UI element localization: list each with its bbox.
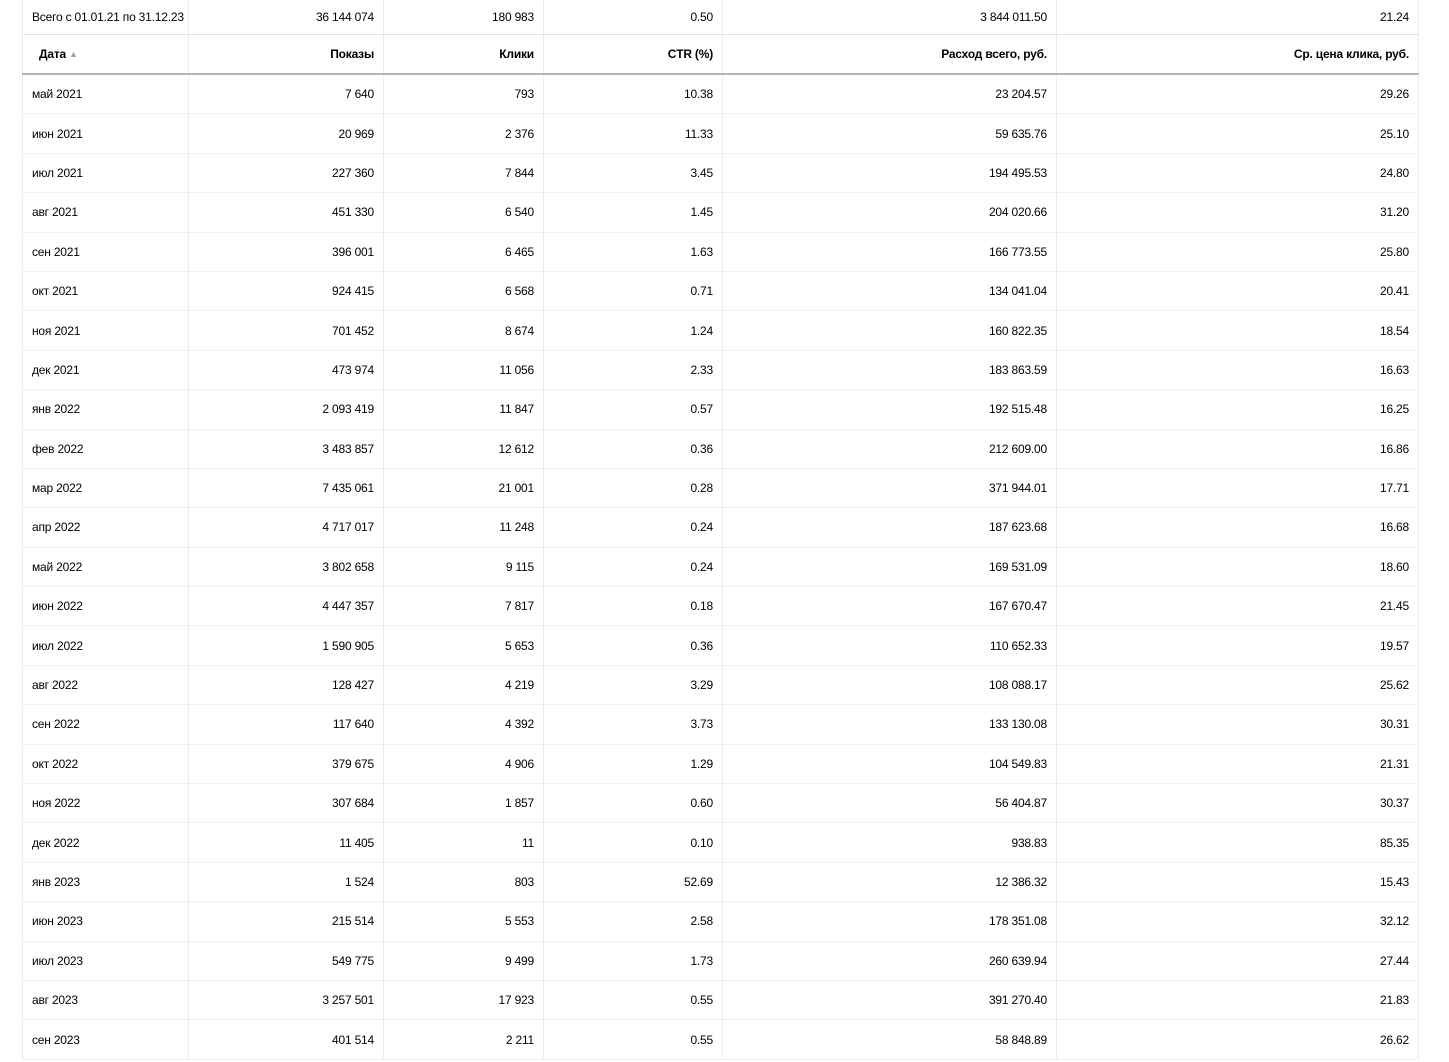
cell-ctr: 52.69 — [544, 862, 723, 901]
totals-spend: 3 844 011.50 — [723, 0, 1057, 35]
cell-shows: 4 447 357 — [189, 587, 384, 626]
cell-spend: 260 639.94 — [723, 941, 1057, 980]
cell-clicks: 6 540 — [384, 193, 544, 232]
cell-date: фев 2022 — [23, 429, 189, 468]
cell-spend: 23 204.57 — [723, 74, 1057, 114]
cell-shows: 3 802 658 — [189, 547, 384, 586]
cell-date: май 2021 — [23, 74, 189, 114]
cell-spend: 167 670.47 — [723, 587, 1057, 626]
column-header-date[interactable] — [23, 35, 189, 75]
cell-ctr: 2.58 — [544, 902, 723, 941]
cell-spend: 104 549.83 — [723, 744, 1057, 783]
cell-spend: 204 020.66 — [723, 193, 1057, 232]
cell-date: окт 2022 — [23, 744, 189, 783]
cell-cpc: 25.10 — [1057, 114, 1419, 153]
cell-shows: 307 684 — [189, 784, 384, 823]
cell-cpc: 24.80 — [1057, 153, 1419, 192]
cell-cpc: 17.71 — [1057, 468, 1419, 507]
cell-ctr: 0.24 — [544, 508, 723, 547]
cell-clicks: 803 — [384, 862, 544, 901]
cell-shows: 1 524 — [189, 862, 384, 901]
cell-ctr: 3.29 — [544, 665, 723, 704]
cell-spend: 56 404.87 — [723, 784, 1057, 823]
cell-clicks: 4 906 — [384, 744, 544, 783]
cell-date: май 2022 — [23, 547, 189, 586]
cell-date: авг 2023 — [23, 980, 189, 1019]
cell-cpc: 19.57 — [1057, 626, 1419, 665]
column-header-row — [23, 35, 1419, 75]
cell-cpc: 25.80 — [1057, 232, 1419, 271]
cell-cpc: 16.68 — [1057, 508, 1419, 547]
cell-shows: 11 405 — [189, 823, 384, 862]
cell-ctr: 0.18 — [544, 587, 723, 626]
cell-cpc: 21.45 — [1057, 587, 1419, 626]
cell-cpc: 21.31 — [1057, 744, 1419, 783]
cell-shows: 7 435 061 — [189, 468, 384, 507]
cell-spend: 194 495.53 — [723, 153, 1057, 192]
cell-shows: 473 974 — [189, 350, 384, 389]
column-header-ctr[interactable]: CTR (%) — [544, 35, 723, 75]
cell-date: июл 2022 — [23, 626, 189, 665]
cell-spend: 12 386.32 — [723, 862, 1057, 901]
cell-spend: 169 531.09 — [723, 547, 1057, 586]
cell-spend: 59 635.76 — [723, 114, 1057, 153]
cell-clicks: 9 115 — [384, 547, 544, 586]
column-header-cpc[interactable]: Ср. цена клика, руб. — [1057, 35, 1419, 75]
cell-shows: 2 093 419 — [189, 390, 384, 429]
cell-clicks: 6 465 — [384, 232, 544, 271]
cell-ctr: 1.73 — [544, 941, 723, 980]
totals-ctr: 0.50 — [544, 0, 723, 35]
table-row — [23, 350, 1419, 389]
stats-table-container — [22, 0, 1418, 1060]
table-row — [23, 508, 1419, 547]
cell-date: июл 2023 — [23, 941, 189, 980]
cell-date: ноя 2021 — [23, 311, 189, 350]
cell-ctr: 0.71 — [544, 271, 723, 310]
cell-spend: 178 351.08 — [723, 902, 1057, 941]
cell-clicks: 2 376 — [384, 114, 544, 153]
cell-shows: 3 257 501 — [189, 980, 384, 1019]
cell-shows: 396 001 — [189, 232, 384, 271]
cell-cpc: 25.62 — [1057, 665, 1419, 704]
table-row — [23, 114, 1419, 153]
cell-spend: 212 609.00 — [723, 429, 1057, 468]
table-row — [23, 941, 1419, 980]
cell-spend: 192 515.48 — [723, 390, 1057, 429]
table-row — [23, 862, 1419, 901]
cell-clicks: 21 001 — [384, 468, 544, 507]
table-row — [23, 311, 1419, 350]
cell-ctr: 0.36 — [544, 429, 723, 468]
sort-ascending-icon[interactable]: ▲ — [68, 49, 78, 59]
cell-date: июн 2023 — [23, 902, 189, 941]
cell-clicks: 11 847 — [384, 390, 544, 429]
cell-date: ноя 2022 — [23, 784, 189, 823]
cell-shows: 117 640 — [189, 705, 384, 744]
cell-cpc: 18.54 — [1057, 311, 1419, 350]
cell-clicks: 1 857 — [384, 784, 544, 823]
cell-shows: 4 717 017 — [189, 508, 384, 547]
cell-spend: 183 863.59 — [723, 350, 1057, 389]
cell-spend: 133 130.08 — [723, 705, 1057, 744]
cell-clicks: 7 844 — [384, 153, 544, 192]
cell-date: авг 2021 — [23, 193, 189, 232]
cell-ctr: 3.45 — [544, 153, 723, 192]
cell-date: июл 2021 — [23, 153, 189, 192]
table-row — [23, 980, 1419, 1019]
table-row — [23, 390, 1419, 429]
cell-cpc: 27.44 — [1057, 941, 1419, 980]
table-row — [23, 547, 1419, 586]
cell-shows: 701 452 — [189, 311, 384, 350]
cell-cpc: 32.12 — [1057, 902, 1419, 941]
cell-date: июн 2022 — [23, 587, 189, 626]
table-row — [23, 429, 1419, 468]
cell-date: сен 2023 — [23, 1020, 189, 1059]
cell-clicks: 5 553 — [384, 902, 544, 941]
totals-label: Всего с 01.01.21 по 31.12.23 — [23, 0, 189, 35]
cell-spend: 391 270.40 — [723, 980, 1057, 1019]
cell-clicks: 12 612 — [384, 429, 544, 468]
cell-date: апр 2022 — [23, 508, 189, 547]
cell-ctr: 1.45 — [544, 193, 723, 232]
stats-table — [22, 0, 1419, 1060]
cell-spend: 110 652.33 — [723, 626, 1057, 665]
cell-cpc: 30.31 — [1057, 705, 1419, 744]
cell-clicks: 4 219 — [384, 665, 544, 704]
cell-spend: 187 623.68 — [723, 508, 1057, 547]
cell-cpc: 30.37 — [1057, 784, 1419, 823]
cell-cpc: 31.20 — [1057, 193, 1419, 232]
table-row — [23, 823, 1419, 862]
totals-cpc: 21.24 — [1057, 0, 1419, 35]
cell-cpc: 15.43 — [1057, 862, 1419, 901]
table-row — [23, 626, 1419, 665]
cell-date: сен 2021 — [23, 232, 189, 271]
cell-date: янв 2023 — [23, 862, 189, 901]
cell-cpc: 29.26 — [1057, 74, 1419, 114]
table-row — [23, 193, 1419, 232]
cell-spend: 108 088.17 — [723, 665, 1057, 704]
cell-clicks: 7 817 — [384, 587, 544, 626]
cell-ctr: 0.28 — [544, 468, 723, 507]
cell-clicks: 11 248 — [384, 508, 544, 547]
cell-clicks: 6 568 — [384, 271, 544, 310]
table-row — [23, 1020, 1419, 1059]
cell-ctr: 1.63 — [544, 232, 723, 271]
cell-date: мар 2022 — [23, 468, 189, 507]
cell-ctr: 1.24 — [544, 311, 723, 350]
table-row — [23, 468, 1419, 507]
cell-ctr: 3.73 — [544, 705, 723, 744]
cell-cpc: 21.83 — [1057, 980, 1419, 1019]
cell-clicks: 11 056 — [384, 350, 544, 389]
cell-shows: 3 483 857 — [189, 429, 384, 468]
cell-clicks: 793 — [384, 74, 544, 114]
table-row — [23, 232, 1419, 271]
cell-clicks: 4 392 — [384, 705, 544, 744]
totals-row — [23, 0, 1419, 35]
cell-cpc: 16.63 — [1057, 350, 1419, 389]
cell-date: янв 2022 — [23, 390, 189, 429]
cell-ctr: 1.29 — [544, 744, 723, 783]
cell-cpc: 18.60 — [1057, 547, 1419, 586]
cell-clicks: 8 674 — [384, 311, 544, 350]
cell-spend: 166 773.55 — [723, 232, 1057, 271]
cell-ctr: 0.60 — [544, 784, 723, 823]
table-body — [23, 74, 1419, 1059]
cell-date: сен 2022 — [23, 705, 189, 744]
table-row — [23, 744, 1419, 783]
cell-shows: 379 675 — [189, 744, 384, 783]
table-row — [23, 705, 1419, 744]
cell-cpc: 16.86 — [1057, 429, 1419, 468]
cell-ctr: 11.33 — [544, 114, 723, 153]
cell-cpc: 26.62 — [1057, 1020, 1419, 1059]
cell-spend: 371 944.01 — [723, 468, 1057, 507]
cell-spend: 58 848.89 — [723, 1020, 1057, 1059]
totals-clicks: 180 983 — [384, 0, 544, 35]
cell-cpc: 20.41 — [1057, 271, 1419, 310]
cell-ctr: 0.24 — [544, 547, 723, 586]
table-row — [23, 153, 1419, 192]
cell-date: дек 2021 — [23, 350, 189, 389]
cell-date: июн 2021 — [23, 114, 189, 153]
cell-shows: 924 415 — [189, 271, 384, 310]
cell-spend: 160 822.35 — [723, 311, 1057, 350]
cell-ctr: 2.33 — [544, 350, 723, 389]
column-header-date-label: Дата — [39, 47, 66, 61]
cell-clicks: 5 653 — [384, 626, 544, 665]
cell-ctr: 0.57 — [544, 390, 723, 429]
table-row — [23, 587, 1419, 626]
cell-date: окт 2021 — [23, 271, 189, 310]
cell-shows: 401 514 — [189, 1020, 384, 1059]
cell-clicks: 9 499 — [384, 941, 544, 980]
table-head — [23, 0, 1419, 74]
cell-shows: 451 330 — [189, 193, 384, 232]
cell-shows: 7 640 — [189, 74, 384, 114]
column-header-spend[interactable]: Расход всего, руб. — [723, 35, 1057, 75]
cell-shows: 215 514 — [189, 902, 384, 941]
cell-date: дек 2022 — [23, 823, 189, 862]
cell-shows: 549 775 — [189, 941, 384, 980]
totals-shows: 36 144 074 — [189, 0, 384, 35]
cell-ctr: 0.36 — [544, 626, 723, 665]
table-row — [23, 271, 1419, 310]
cell-clicks: 11 — [384, 823, 544, 862]
cell-shows: 227 360 — [189, 153, 384, 192]
cell-ctr: 10.38 — [544, 74, 723, 114]
cell-cpc: 85.35 — [1057, 823, 1419, 862]
cell-shows: 1 590 905 — [189, 626, 384, 665]
cell-ctr: 0.10 — [544, 823, 723, 862]
column-header-clicks[interactable]: Клики — [384, 35, 544, 75]
cell-clicks: 17 923 — [384, 980, 544, 1019]
cell-shows: 20 969 — [189, 114, 384, 153]
table-row — [23, 784, 1419, 823]
cell-ctr: 0.55 — [544, 1020, 723, 1059]
cell-shows: 128 427 — [189, 665, 384, 704]
table-row — [23, 902, 1419, 941]
cell-spend: 938.83 — [723, 823, 1057, 862]
table-row — [23, 74, 1419, 114]
cell-clicks: 2 211 — [384, 1020, 544, 1059]
cell-date: авг 2022 — [23, 665, 189, 704]
column-header-shows[interactable]: Показы — [189, 35, 384, 75]
cell-ctr: 0.55 — [544, 980, 723, 1019]
cell-spend: 134 041.04 — [723, 271, 1057, 310]
cell-cpc: 16.25 — [1057, 390, 1419, 429]
table-row — [23, 665, 1419, 704]
